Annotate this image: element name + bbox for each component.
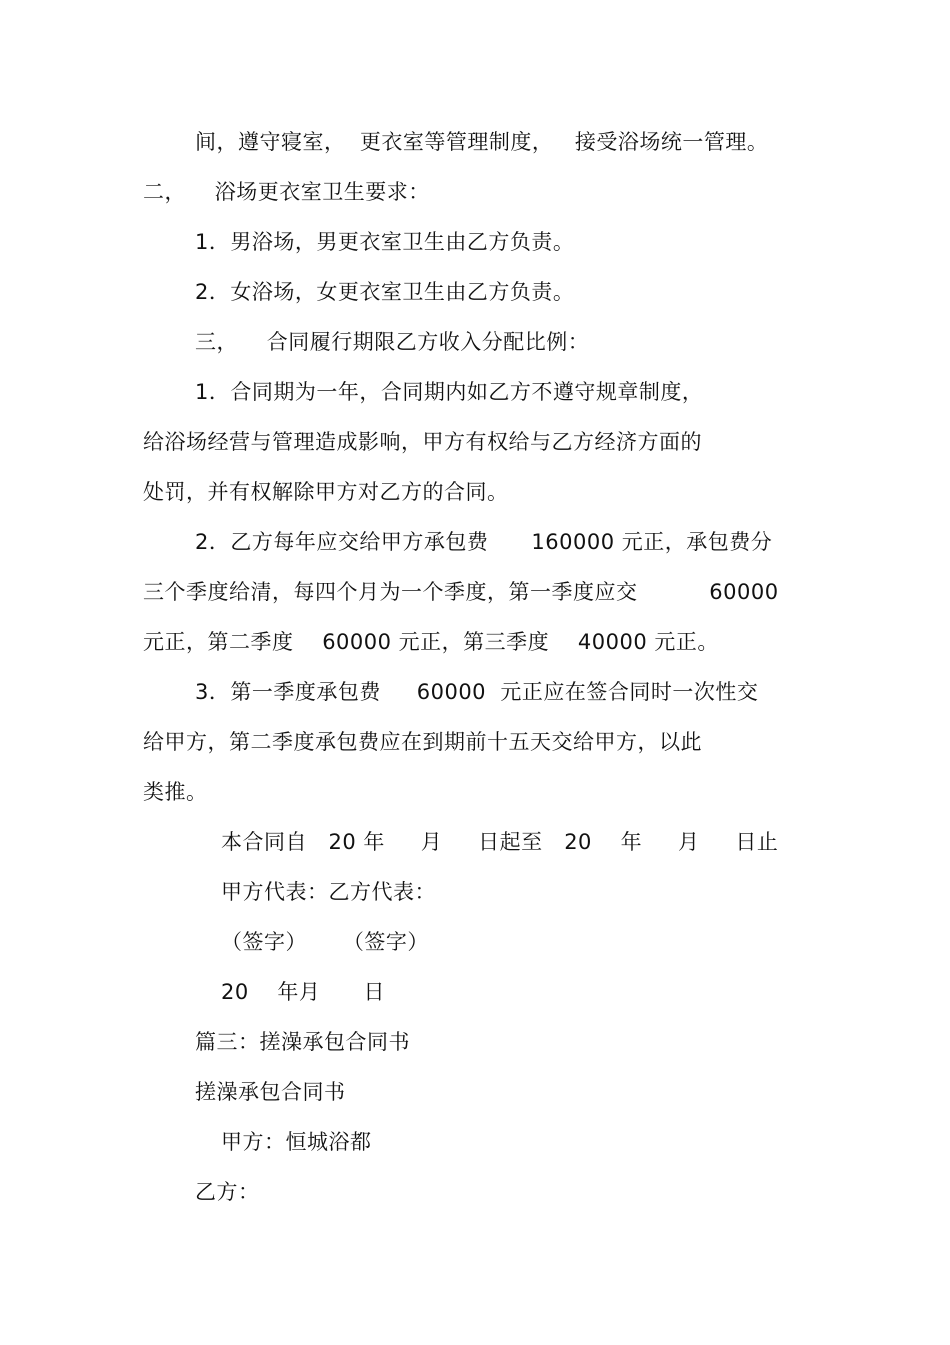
document-title: 搓澡承包合同书	[195, 1080, 346, 1104]
list-item: 2．乙方每年应交给甲方承包费 160000 元正，承包费分	[195, 530, 773, 554]
contract-term-line: 本合同自 20 年 月 日起至 20 年 月 日止	[221, 830, 779, 854]
section-heading: 三， 合同履行期限乙方收入分配比例：	[195, 330, 590, 354]
signature-placeholders: （签字） （签字）	[221, 930, 429, 954]
list-item: 2．女浴场，女更衣室卫生由乙方负责。	[195, 280, 575, 304]
paragraph-line: 给甲方，第二季度承包费应在到期前十五天交给甲方，以此	[143, 730, 702, 754]
party-b-line: 乙方：	[195, 1180, 260, 1204]
section-heading: 二， 浴场更衣室卫生要求：	[143, 180, 430, 204]
paragraph-line: 给浴场经营与管理造成影响，甲方有权给与乙方经济方面的	[143, 430, 702, 454]
paragraph-line: 处罚，并有权解除甲方对乙方的合同。	[143, 480, 509, 504]
list-item: 3．第一季度承包费 60000 元正应在签合同时一次性交	[195, 680, 759, 704]
paragraph-line: 类推。	[143, 780, 208, 804]
list-item: 1．合同期为一年，合同期内如乙方不遵守规章制度，	[195, 380, 704, 404]
list-item: 1．男浴场，男更衣室卫生由乙方负责。	[195, 230, 575, 254]
signature-labels: 甲方代表：乙方代表：	[221, 880, 436, 904]
paragraph-line: 间，遵守寝室， 更衣室等管理制度， 接受浴场统一管理。	[195, 130, 769, 154]
paragraph-line: 元正，第二季度 60000 元正，第三季度 40000 元正。	[143, 630, 719, 654]
paragraph-line: 三个季度给清，每四个月为一个季度，第一季度应交 60000	[143, 580, 779, 604]
party-a-line: 甲方：恒城浴都	[221, 1130, 372, 1154]
date-line: 20 年月 日	[221, 980, 385, 1004]
chapter-heading: 篇三：搓澡承包合同书	[195, 1030, 410, 1054]
